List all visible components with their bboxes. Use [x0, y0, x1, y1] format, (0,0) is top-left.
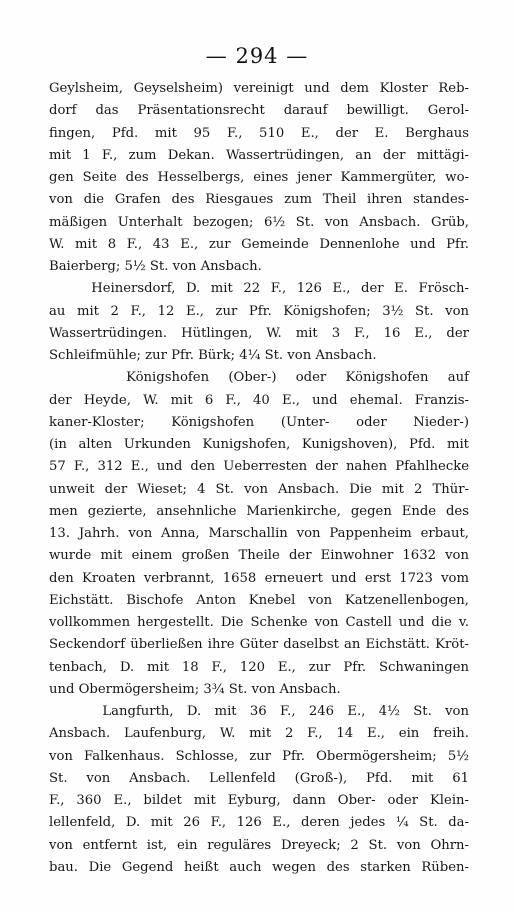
text-line: unweit der Wieset; 4 St. von Ansbach. Die mit 2 Thür-: [49, 481, 469, 497]
text-line: Königshofen (Ober-) oder Königshofen auf: [49, 370, 469, 386]
text-line: tenbach, D. mit 18 F., 120 E., zur Pfr. Schwaningen: [49, 659, 469, 675]
text-line: Eichstätt. Bischofe Anton Knebel von Katzenellenbogen,: [49, 592, 469, 608]
text-line: Wassertrüdingen. Hütlingen, W. mit 3 F., 16 E., der: [49, 325, 469, 341]
text-line: fingen, Pfd. mit 95 F., 510 E., der E. Berghaus: [49, 125, 469, 141]
page-number: — 294 —: [205, 44, 309, 68]
text-line: men gezierte, ansehnliche Marienkirche, gegen Ende des: [49, 503, 469, 519]
text-line: von entfernt ist, ein reguläres Dreyeck; 2 St. von Ohrn-: [49, 837, 469, 853]
text-line: (in alten Urkunden Kunigshofen, Kunigshoven), Pfd. mit: [49, 437, 469, 452]
text-line: W. mit 8 F., 43 E., zur Gemeinde Dennenlohe und Pfr.: [49, 236, 469, 252]
body-text: [49, 78, 469, 879]
text-line: kaner-Kloster; Königshofen (Unter- oder Nieder-): [49, 414, 469, 430]
text-line: Baierberg; 5½ St. von Ansbach.: [49, 259, 262, 274]
text-line: St. von Ansbach. Lellenfeld (Groß-), Pfd. mit 61: [49, 770, 469, 786]
text-line: vollkommen hergestellt. Die Schenke von Castell und die v.: [49, 615, 469, 630]
text-line: Schleifmühle; zur Pfr. Bürk; 4¼ St. von Ansbach.: [49, 348, 377, 363]
text-line: F., 360 E., bildet mit Eyburg, dann Ober- oder Klein-: [49, 793, 469, 808]
text-line: bau. Die Gegend heißt auch wegen des starken Rüben-: [49, 859, 469, 875]
text-line: mäßigen Unterhalt bezogen; 6½ St. von Ansbach. Grüb,: [49, 214, 469, 230]
text-line: wurde mit einem großen Theile der Einwohner 1632 von: [49, 548, 469, 564]
text-line: au mit 2 F., 12 E., zur Pfr. Königshofen; 3½ St. von: [49, 303, 469, 319]
text-line: und Obermögersheim; 3¾ St. von Ansbach.: [49, 681, 341, 697]
text-line: Heinersdorf, D. mit 22 F., 126 E., der E. Frösch-: [49, 281, 469, 297]
text-line: von die Grafen des Riesgaues zum Theil ihren standes-: [49, 192, 469, 208]
text-line: dorf das Präsentationsrecht darauf bewilligt. Gerol-: [49, 103, 469, 119]
text-line: Ansbach. Laufenburg, W. mit 2 F., 14 E., ein freih.: [49, 726, 469, 742]
text-line: Langfurth, D. mit 36 F., 246 E., 4½ St. von: [49, 704, 469, 719]
text-line: lellenfeld, D. mit 26 F., 126 E., deren jedes ¼ St. da-: [49, 815, 469, 831]
text-line: von Falkenhaus. Schlosse, zur Pfr. Obermögersheim; 5½: [49, 748, 469, 764]
text-line: den Kroaten verbrannt, 1658 erneuert und erst 1723 vom: [49, 570, 469, 586]
text-line: Geylsheim, Geyselsheim) vereinigt und dem Kloster Reb-: [49, 81, 469, 96]
text-line: der Heyde, W. mit 6 F., 40 E., und ehemal. Franzis-: [49, 392, 469, 408]
text-line: gen Seite des Hesselbergs, eines jener Kammergüter, wo-: [49, 170, 469, 185]
text-line: 57 F., 312 E., und den Ueberresten der nahen Pfahlhecke: [49, 459, 469, 475]
text-line: Seckendorf überließen ihre Güter daselbst an Eichstätt. Kröt-: [49, 637, 469, 653]
text-line: 13. Jahrh. von Anna, Marschallin von Pappenheim erbaut,: [49, 526, 469, 541]
text-line: mit 1 F., zum Dekan. Wassertrüdingen, an der mittägi-: [49, 147, 469, 163]
